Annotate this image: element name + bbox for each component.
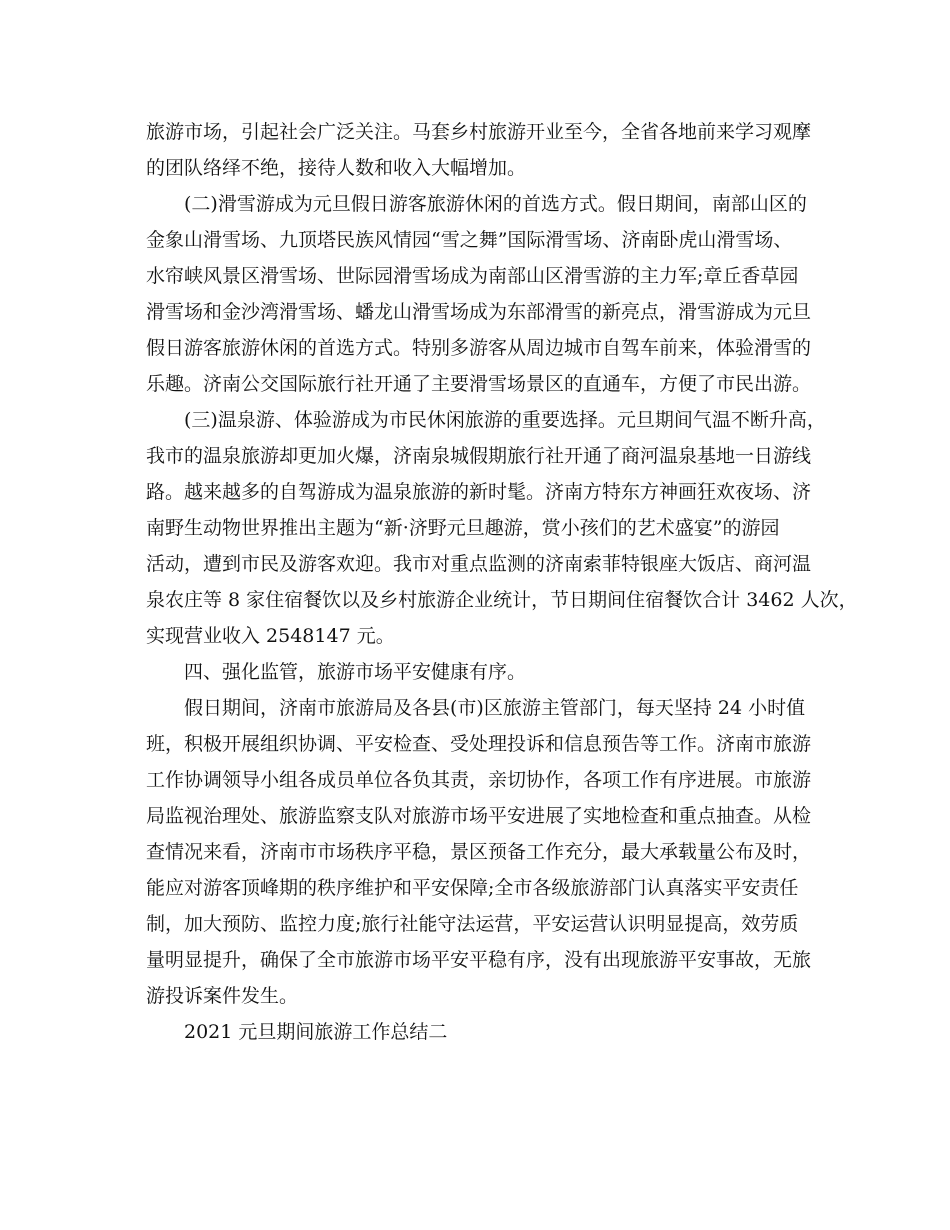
text-line: 假日期间，济南市旅游局及各县(市)区旅游主管部门，每天坚持 24 小时值 [184, 697, 806, 719]
text-line: 滑雪场和金沙湾滑雪场、蟠龙山滑雪场成为东部滑雪的新亮点，滑雪游成为元旦 [146, 301, 812, 323]
text-line: 班，积极开展组织协调、平安检查、受处理投诉和信息预告等工作。济南市旅游 [146, 733, 812, 755]
document-body [146, 114, 858, 1050]
text-line: 量明显提升，确保了全市旅游市场平安平稳有序，没有出现旅游平安事故，无旅 [146, 949, 812, 971]
text-line: 游投诉案件发生。 [146, 985, 299, 1007]
text-line: 金象山滑雪场、九顶塔民族风情园“雪之舞”国际滑雪场、济南卧虎山滑雪场、 [146, 229, 793, 251]
text-line: (二)滑雪游成为元旦假日游客旅游休闲的首选方式。假日期间，南部山区的 [184, 193, 807, 215]
text-line: 泉农庄等 8 家住宿餐饮以及乡村旅游企业统计，节日期间住宿餐饮合计 3462 人次， [146, 589, 858, 611]
text-line: 工作协调领导小组各成员单位各负其责，亲切协作，各项工作有序进展。市旅游 [146, 769, 812, 791]
text-line: 能应对游客顶峰期的秩序维护和平安保障;全市各级旅游部门认真落实平安责任 [146, 877, 799, 899]
text-line: 查情况来看，济南市市场秩序平稳，景区预备工作充分，最大承载量公布及时， [146, 841, 812, 863]
text-line: 乐趣。济南公交国际旅行社开通了主要滑雪场景区的直通车，方便了市民出游。 [146, 373, 812, 395]
text-line: 南野生动物世界推出主题为“新·济野元旦趣游，赏小孩们的艺术盛宴”的游园 [146, 517, 780, 539]
text-line: 的团队络绎不绝，接待人数和收入大幅增加。 [146, 157, 527, 179]
text-line: 实现营业收入 2548147 元。 [146, 625, 395, 647]
text-line: 我市的温泉旅游却更加火爆，济南泉城假期旅行社开通了商河温泉基地一日游线 [146, 445, 812, 467]
text-line: 假日游客旅游休闲的首选方式。特别多游客从周边城市自驾车前来，体验滑雪的 [146, 337, 812, 359]
text-line: 旅游市场，引起社会广泛关注。马套乡村旅游开业至今，全省各地前来学习观摩 [146, 121, 812, 143]
text-line: 路。越来越多的自驾游成为温泉旅游的新时髦。济南方特东方神画狂欢夜场、济 [146, 481, 812, 503]
text-line: 水帘峡风景区滑雪场、世际园滑雪场成为南部山区滑雪游的主力军;章丘香草园 [146, 265, 799, 287]
text-line: 2021 元旦期间旅游工作总结二 [184, 1021, 448, 1043]
text-line: 制，加大预防、监控力度;旅行社能守法运营，平安运营认识明显提高，效劳质 [146, 913, 799, 935]
text-line: (三)温泉游、体验游成为市民休闲旅游的重要选择。元旦期间气温不断升高， [184, 409, 826, 431]
text-line: 四、强化监管，旅游市场平安健康有序。 [184, 661, 527, 683]
text-line: 活动，遭到市民及游客欢迎。我市对重点监测的济南索菲特银座大饭店、商河温 [146, 553, 812, 575]
text-line: 局监视治理处、旅游监察支队对旅游市场平安进展了实地检查和重点抽查。从检 [146, 805, 812, 827]
